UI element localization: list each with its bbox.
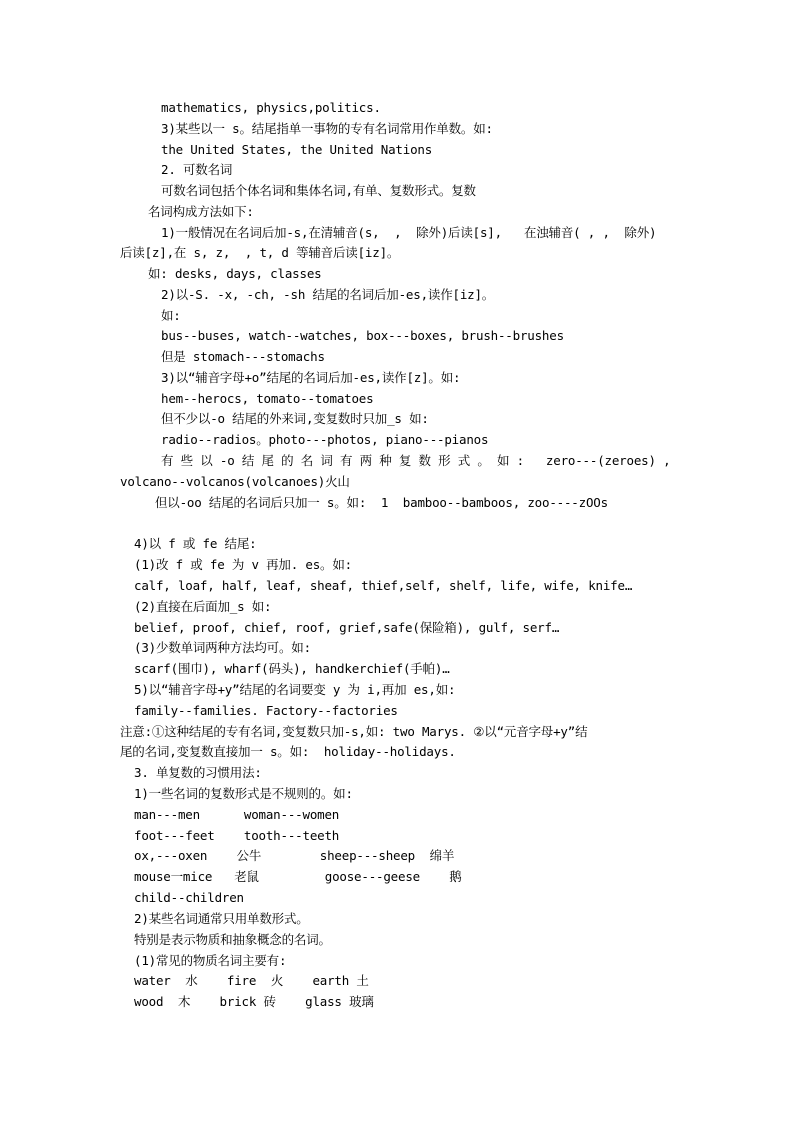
text-line: radio--radios。photo---photos, piano---pianos (161, 432, 489, 447)
text-line: 尾的名词,变复数直接加一 s。如: holiday--holidays. (120, 744, 456, 759)
text-line: 3)以“辅音字母+o”结尾的名词后加-es,读作[z]。如: (161, 370, 461, 385)
text-line: 3)某些以一 s。结尾指单一事物的专有名词常用作单数。如: (161, 121, 493, 136)
section-heading: 3. 单复数的习惯用法: (134, 765, 262, 780)
text-line: water 水 fire 火 earth 土 (134, 973, 369, 988)
text-line: the United States, the United Nations (161, 142, 433, 157)
text-line: 2)某些名词通常只用单数形式。 (134, 911, 309, 926)
text-line: scarf(围巾), wharf(码头), handkerchief(手帕)… (134, 661, 450, 676)
text-line: hem--herocs, tomato--tomatoes (161, 391, 374, 406)
text-line: 特别是表示物质和抽象概念的名词。 (134, 932, 331, 947)
text-line: bus--buses, watch--watches, box---boxes, brush--brushes (161, 328, 564, 343)
text-line: 如: desks, days, classes (148, 266, 322, 281)
text-line: volcano--volcanos(volcanoes)火山 (120, 474, 350, 489)
text-line: 注意:①这种结尾的专有名词,变复数只加-s,如: two Marys. ②以“元音字母+y”结 (120, 724, 588, 739)
text-line: 但是 stomach---stomachs (161, 349, 325, 364)
text-line: ox,---oxen 公牛 sheep---sheep 绵羊 (134, 848, 455, 863)
text-line: man---men woman---women (134, 807, 340, 822)
text-line: 1)一般情况在名词后加-s,在清辅音(s, , 除外)后读[s], 在浊辅音( , , 除外) (161, 225, 657, 240)
section-heading: 2. 可数名词 (161, 162, 233, 177)
text-line: 但不少以-o 结尾的外来词,变复数时只加_s 如: (161, 411, 429, 426)
text-line: 后读[z],在 s, z, , t, d 等辅音后读[iz]。 (120, 245, 400, 260)
text-line: 5)以“辅音字母+y”结尾的名词要变 y 为 i,再加 es,如: (134, 682, 456, 697)
text-line: 1)一些名词的复数形式是不规则的。如: (134, 786, 353, 801)
text-line: (3)少数单词两种方法均可。如: (134, 640, 311, 655)
text-line: mouse一mice 老鼠 goose---geese 鹅 (134, 869, 462, 884)
text-line: mathematics, physics,politics. (161, 100, 381, 115)
text-line: (1)常见的物质名词主要有: (134, 953, 287, 968)
text-line: 4)以 f 或 fe 结尾: (134, 536, 257, 551)
text-line: 有 些 以 -o 结 尾 的 名 词 有 两 种 复 数 形 式 。 如 : zero---(zeroes) , (161, 453, 671, 468)
text-line: (2)直接在后面加_s 如: (134, 599, 272, 614)
text-line: 2)以-S. -x, -ch, -sh 结尾的名词后加-es,读作[iz]。 (161, 287, 495, 302)
text-line: calf, loaf, half, leaf, sheaf, thief,self, shelf, life, wife, knife… (134, 578, 633, 593)
text-line: child--children (134, 890, 244, 905)
text-line: 但以-oo 结尾的名词后只加一 s。如: 1 bamboo--bamboos, zoo----zOOs (155, 495, 608, 510)
text-line: family--families. Factory--factories (134, 703, 398, 718)
text-line: 如: (161, 308, 181, 323)
text-line: 可数名词包括个体名词和集体名词,有单、复数形式。复数 (161, 183, 476, 198)
text-line: wood 木 brick 砖 glass 玻璃 (134, 994, 374, 1009)
text-line: 名词构成方法如下: (148, 204, 254, 219)
text-line: (1)改 f 或 fe 为 v 再加. es。如: (134, 557, 352, 572)
text-line: belief, proof, chief, roof, grief,safe(保险箱), gulf, serf… (134, 620, 560, 635)
text-line: foot---feet tooth---teeth (134, 828, 340, 843)
